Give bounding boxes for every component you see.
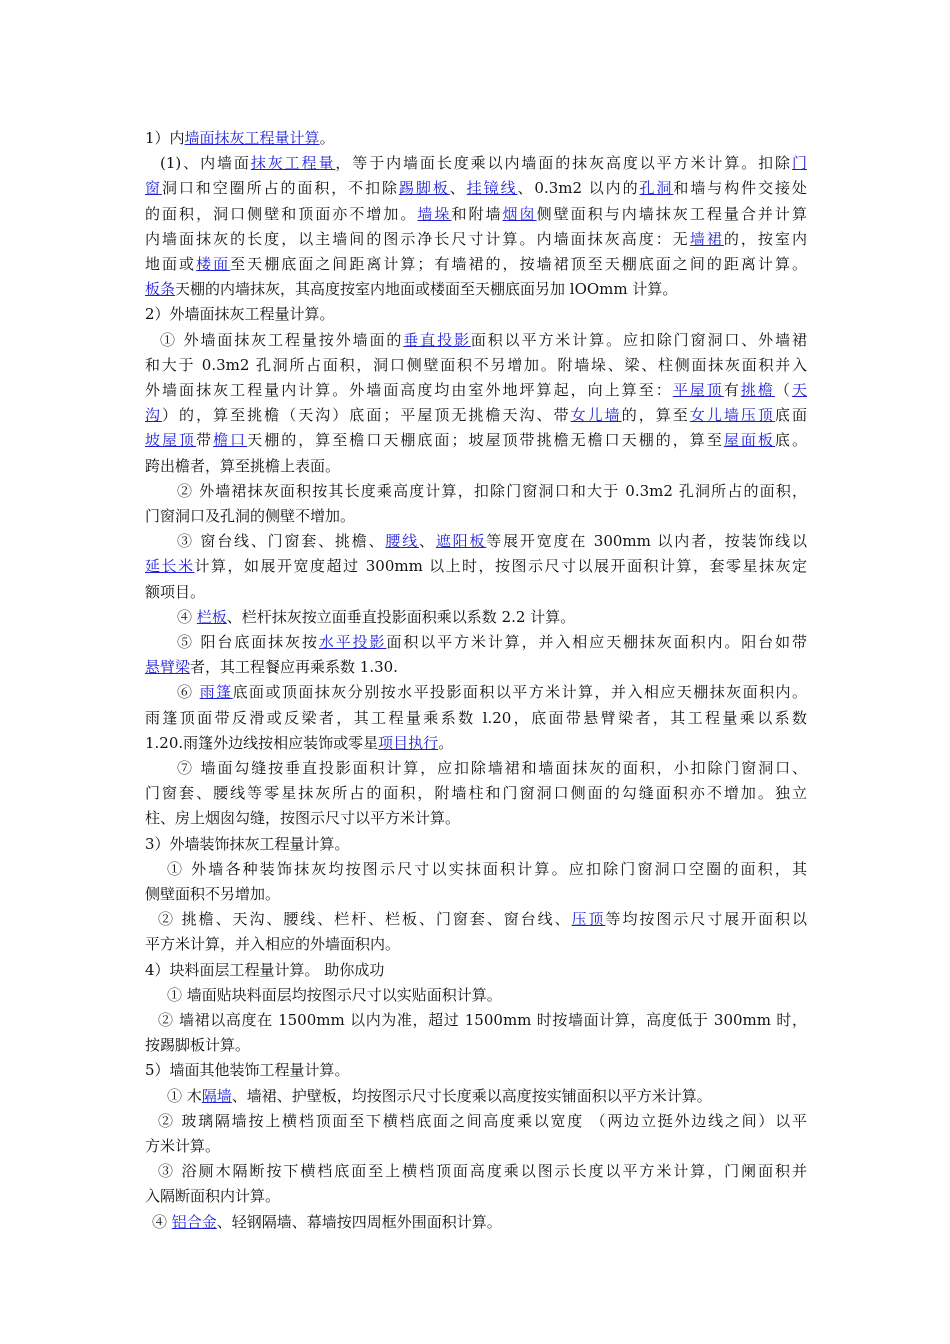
term-link[interactable]: 铝合金	[171, 1212, 217, 1231]
text-line	[158, 1159, 807, 1184]
text-line	[145, 554, 807, 579]
text-line	[145, 378, 807, 403]
term-link[interactable]: 腰线	[385, 532, 420, 551]
text-run: 门窗洞口及孔洞的侧壁不增加。	[145, 507, 356, 525]
text-line	[145, 428, 807, 453]
text-run: 2）外墙面抹灰工程量计算。	[145, 305, 335, 324]
text-run: 5）墙面其他装饰工程量计算。	[145, 1061, 350, 1080]
text-run: 外墙面抹灰工程量内计算。外墙面高度均由室外地坪算起，向上算至：	[145, 381, 673, 399]
term-link[interactable]: 天	[791, 381, 807, 399]
term-link[interactable]: 墙面抹灰工程量计算	[184, 129, 320, 147]
text-line	[145, 932, 400, 957]
term-link[interactable]: 楼面	[196, 255, 231, 273]
term-link[interactable]: 抹灰工程量	[250, 154, 336, 173]
text-run: 天棚的，算至檐口天棚底面；坡屋顶带挑檐无檐口天棚的，算至	[247, 431, 724, 450]
text-run: 入隔断面积内计算。	[145, 1187, 281, 1206]
term-link[interactable]: 平屋顶	[672, 381, 724, 399]
text-line	[158, 1008, 807, 1033]
text-line	[145, 1184, 280, 1209]
text-line	[158, 1109, 807, 1134]
text-run: 。	[319, 129, 335, 147]
term-link[interactable]: 踢脚板	[398, 179, 450, 198]
text-run: 有	[723, 381, 741, 399]
text-run: 、墙裙、护壁板，均按图示尺寸长度乘以高度按实铺面积以平方米计算。	[231, 1086, 712, 1105]
text-run: ）的，算至挑檐（天沟）底面；平屋顶无挑檐天沟、带	[162, 406, 571, 425]
text-line	[177, 529, 807, 554]
text-run: ③ 浴厕木隔断按下横档底面至上横档顶面高度乘以图示长度以平方米计算，门阑面积并	[158, 1162, 807, 1181]
text-line	[145, 706, 807, 731]
term-link[interactable]: 延长米	[145, 557, 195, 576]
text-run: （	[774, 381, 792, 399]
text-run: ，等于内墙面长度乘以内墙面的抹灰高度以平方米计算。扣除	[335, 154, 792, 173]
text-run: 。	[438, 733, 454, 752]
text-run: 侧壁面积不另增加。	[145, 885, 281, 903]
text-run: ② 挑檐、天沟、腰线、栏杆、栏板、门窗套、窗台线、	[158, 910, 572, 929]
term-link[interactable]: 挑檐	[740, 381, 775, 399]
text-run: 的，算至	[621, 406, 690, 425]
text-run: 按踢脚板计算。	[145, 1036, 251, 1055]
text-run: 的，按室内	[723, 229, 807, 248]
term-link[interactable]: 屋面板	[723, 431, 775, 450]
text-run: 侧壁面积与内墙抹灰工程量合并计算	[536, 204, 807, 223]
term-link[interactable]: 悬臂梁	[145, 658, 191, 677]
text-run: ① 外墙各种装饰抹灰均按图示尺寸以实抹面积计算。应扣除门窗洞口空圈的面积，其	[167, 859, 807, 878]
text-line	[145, 1058, 350, 1083]
text-run: 雨篷顶面带反滑或反梁者，其工程量乘系数 l.20，底面带悬臂梁者，其工程量乘以系数	[145, 708, 807, 727]
text-run: 天棚的内墙抹灰，其高度按室内地面或楼面至天棚底面另加 lOOmm 计算。	[175, 280, 678, 299]
text-run: 底面	[774, 406, 807, 425]
term-link[interactable]: 墙垛	[417, 204, 452, 223]
text-run: 等均按图示尺寸展开面积以	[605, 910, 807, 929]
term-link[interactable]: 檐口	[213, 431, 248, 450]
term-link[interactable]: 压顶	[571, 910, 606, 929]
text-run: 者，其工程餐应再乘系数 1.30.	[190, 658, 398, 677]
text-run: 至天棚底面之间距离计算；有墙裙的，按墙裙顶至天棚底面之间的距离计算。	[230, 255, 807, 273]
text-line	[145, 958, 384, 983]
term-link[interactable]: 水平投影	[318, 633, 387, 651]
text-run: ⑥	[177, 683, 200, 702]
text-run: 内墙面抹灰的长度，以主墙间的图示净长尺寸计算。内墙面抹灰高度：无	[145, 229, 690, 248]
term-link[interactable]: 遮阳板	[435, 532, 487, 551]
term-link[interactable]: 垂直投影	[403, 330, 471, 349]
text-line	[145, 403, 807, 428]
text-run: 带	[196, 431, 214, 450]
term-link[interactable]: 孔洞	[639, 179, 674, 198]
term-link[interactable]: 门	[791, 154, 807, 173]
text-line	[177, 479, 807, 504]
term-link[interactable]: 隔墙	[201, 1086, 232, 1105]
text-run: 、轻钢隔墙、幕墙按四周框外围面积计算。	[216, 1212, 502, 1231]
text-run: 3）外墙装饰抹灰工程量计算。	[145, 834, 350, 853]
text-run: ④	[152, 1212, 172, 1231]
text-run: ① 外墙面抹灰工程量按外墙面的	[160, 330, 404, 349]
text-run: (1)、内墙面	[160, 154, 251, 173]
text-run: ① 墙面贴块料面层均按图示尺寸以实贴面积计算。	[167, 985, 502, 1004]
text-run: 洞口和空圈所占的面积，不扣除	[161, 179, 399, 198]
text-run: ② 墙裙以高度在 1500mm 以内为准，超过 1500mm 时按墙面计算，高度低于 300mm 时，	[158, 1011, 807, 1029]
text-line	[177, 756, 807, 781]
text-line	[145, 252, 807, 277]
term-link[interactable]: 坡屋顶	[145, 431, 197, 450]
text-run: 平方米计算，并入相应的外墙面积内。	[145, 935, 401, 954]
text-line	[145, 806, 460, 831]
text-line	[145, 227, 807, 252]
term-link[interactable]: 女儿墙	[570, 406, 622, 425]
term-link[interactable]: 项目执行	[378, 733, 439, 752]
term-link[interactable]: 挂镜线	[466, 179, 518, 198]
text-run: 跨出檐者，算至挑檐上表面。	[145, 456, 341, 475]
text-run: 、	[419, 532, 436, 551]
text-line	[145, 504, 355, 529]
text-run: 、栏杆抹灰按立面垂直投影面积乘以系数 2.2 计算。	[226, 607, 576, 626]
text-run: 和附墙	[451, 204, 503, 223]
text-line	[158, 907, 807, 932]
text-run: 门窗套、腰线等零星抹灰所占的面积，附墙柱和门窗洞口侧面的勾缝面积亦不增加。独立	[145, 784, 807, 803]
text-line	[160, 328, 807, 353]
text-run: 和大于 0.3m2 孔洞所占面积，洞口侧壁面积不另增加。附墙垛、梁、柱侧面抹灰面积并入	[145, 355, 807, 374]
text-line	[145, 202, 807, 227]
text-run: 4）块料面层工程量计算。 助你成功	[145, 960, 385, 979]
text-line	[160, 151, 807, 176]
text-line	[177, 630, 807, 655]
text-run: ⑤ 阳台底面抹灰按	[177, 633, 319, 651]
term-link[interactable]: 墙裙	[689, 229, 724, 248]
text-line	[145, 302, 335, 327]
text-line	[167, 857, 807, 882]
text-run: 地面或	[145, 255, 197, 273]
text-run: 额项目。	[145, 582, 206, 601]
text-run: 底面或顶面抹灰分别按水平投影面积以平方米计算，并入相应天棚抹灰面积内。	[232, 683, 807, 702]
text-run: 1）内	[145, 129, 185, 147]
text-line	[145, 1033, 250, 1058]
term-link[interactable]: 板条	[145, 280, 176, 299]
text-run: 方米计算。	[145, 1137, 221, 1155]
text-run: ① 木	[167, 1086, 202, 1105]
text-line	[145, 353, 807, 378]
text-run: ④	[177, 607, 197, 626]
text-run: 等展开宽度在 300mm 以内者，按装饰线以	[486, 532, 807, 551]
text-line	[145, 731, 453, 756]
text-line	[145, 126, 335, 151]
term-link[interactable]: 沟	[145, 406, 163, 425]
text-line	[145, 580, 205, 605]
text-line	[145, 1134, 220, 1159]
text-line	[145, 882, 280, 907]
text-line	[145, 277, 677, 302]
text-run: 计算，如展开宽度超过 300mm 以上时，按图示尺寸以展开面积计算，套零星抹灰定	[194, 557, 807, 576]
text-run: 和墙与构件交接处	[673, 179, 807, 198]
text-line	[177, 605, 575, 630]
text-line	[145, 454, 340, 479]
text-line	[145, 832, 350, 857]
text-line	[145, 655, 398, 680]
text-run: 、0.3m2 以内的	[517, 179, 640, 198]
text-run: 的面积，洞口侧壁和顶面亦不增加。	[145, 204, 418, 223]
text-run: 面积以平方米计算。应扣除门窗洞口、外墙裙	[470, 330, 807, 349]
term-link[interactable]: 栏板	[196, 607, 227, 626]
term-link[interactable]: 女儿墙压顶	[689, 406, 775, 425]
text-line	[167, 1084, 712, 1109]
text-run: 底。	[774, 431, 807, 450]
text-line	[152, 1210, 502, 1235]
text-run: ② 玻璃隔墙按上横档顶面至下横档底面之间高度乘以宽度 （两边立挺外边线之间）以平	[158, 1111, 807, 1130]
text-line	[167, 983, 502, 1008]
text-line	[145, 781, 807, 806]
term-link[interactable]: 雨篷	[199, 683, 233, 702]
text-run: ③ 窗台线、门窗套、挑檐、	[177, 532, 386, 551]
text-line	[177, 680, 807, 705]
text-line	[145, 176, 807, 201]
text-run: 、	[449, 179, 467, 198]
term-link[interactable]: 窗	[145, 179, 162, 198]
text-run: 柱、房上烟囱勾缝，按图示尺寸以平方米计算。	[145, 809, 461, 828]
text-run: 1.20.雨篷外边线按相应装饰或零星	[145, 733, 379, 752]
text-run: ② 外墙裙抹灰面积按其长度乘高度计算，扣除门窗洞口和大于 0.3m2 孔洞所占的面积，	[177, 481, 807, 500]
term-link[interactable]: 烟囱	[502, 204, 537, 223]
text-run: 面积以平方米计算，并入相应天棚抹灰面积内。阳台如带	[386, 633, 807, 651]
text-run: ⑦ 墙面勾缝按垂直投影面积计算，应扣除墙裙和墙面抹灰的面积，小扣除门窗洞口、	[177, 759, 807, 777]
